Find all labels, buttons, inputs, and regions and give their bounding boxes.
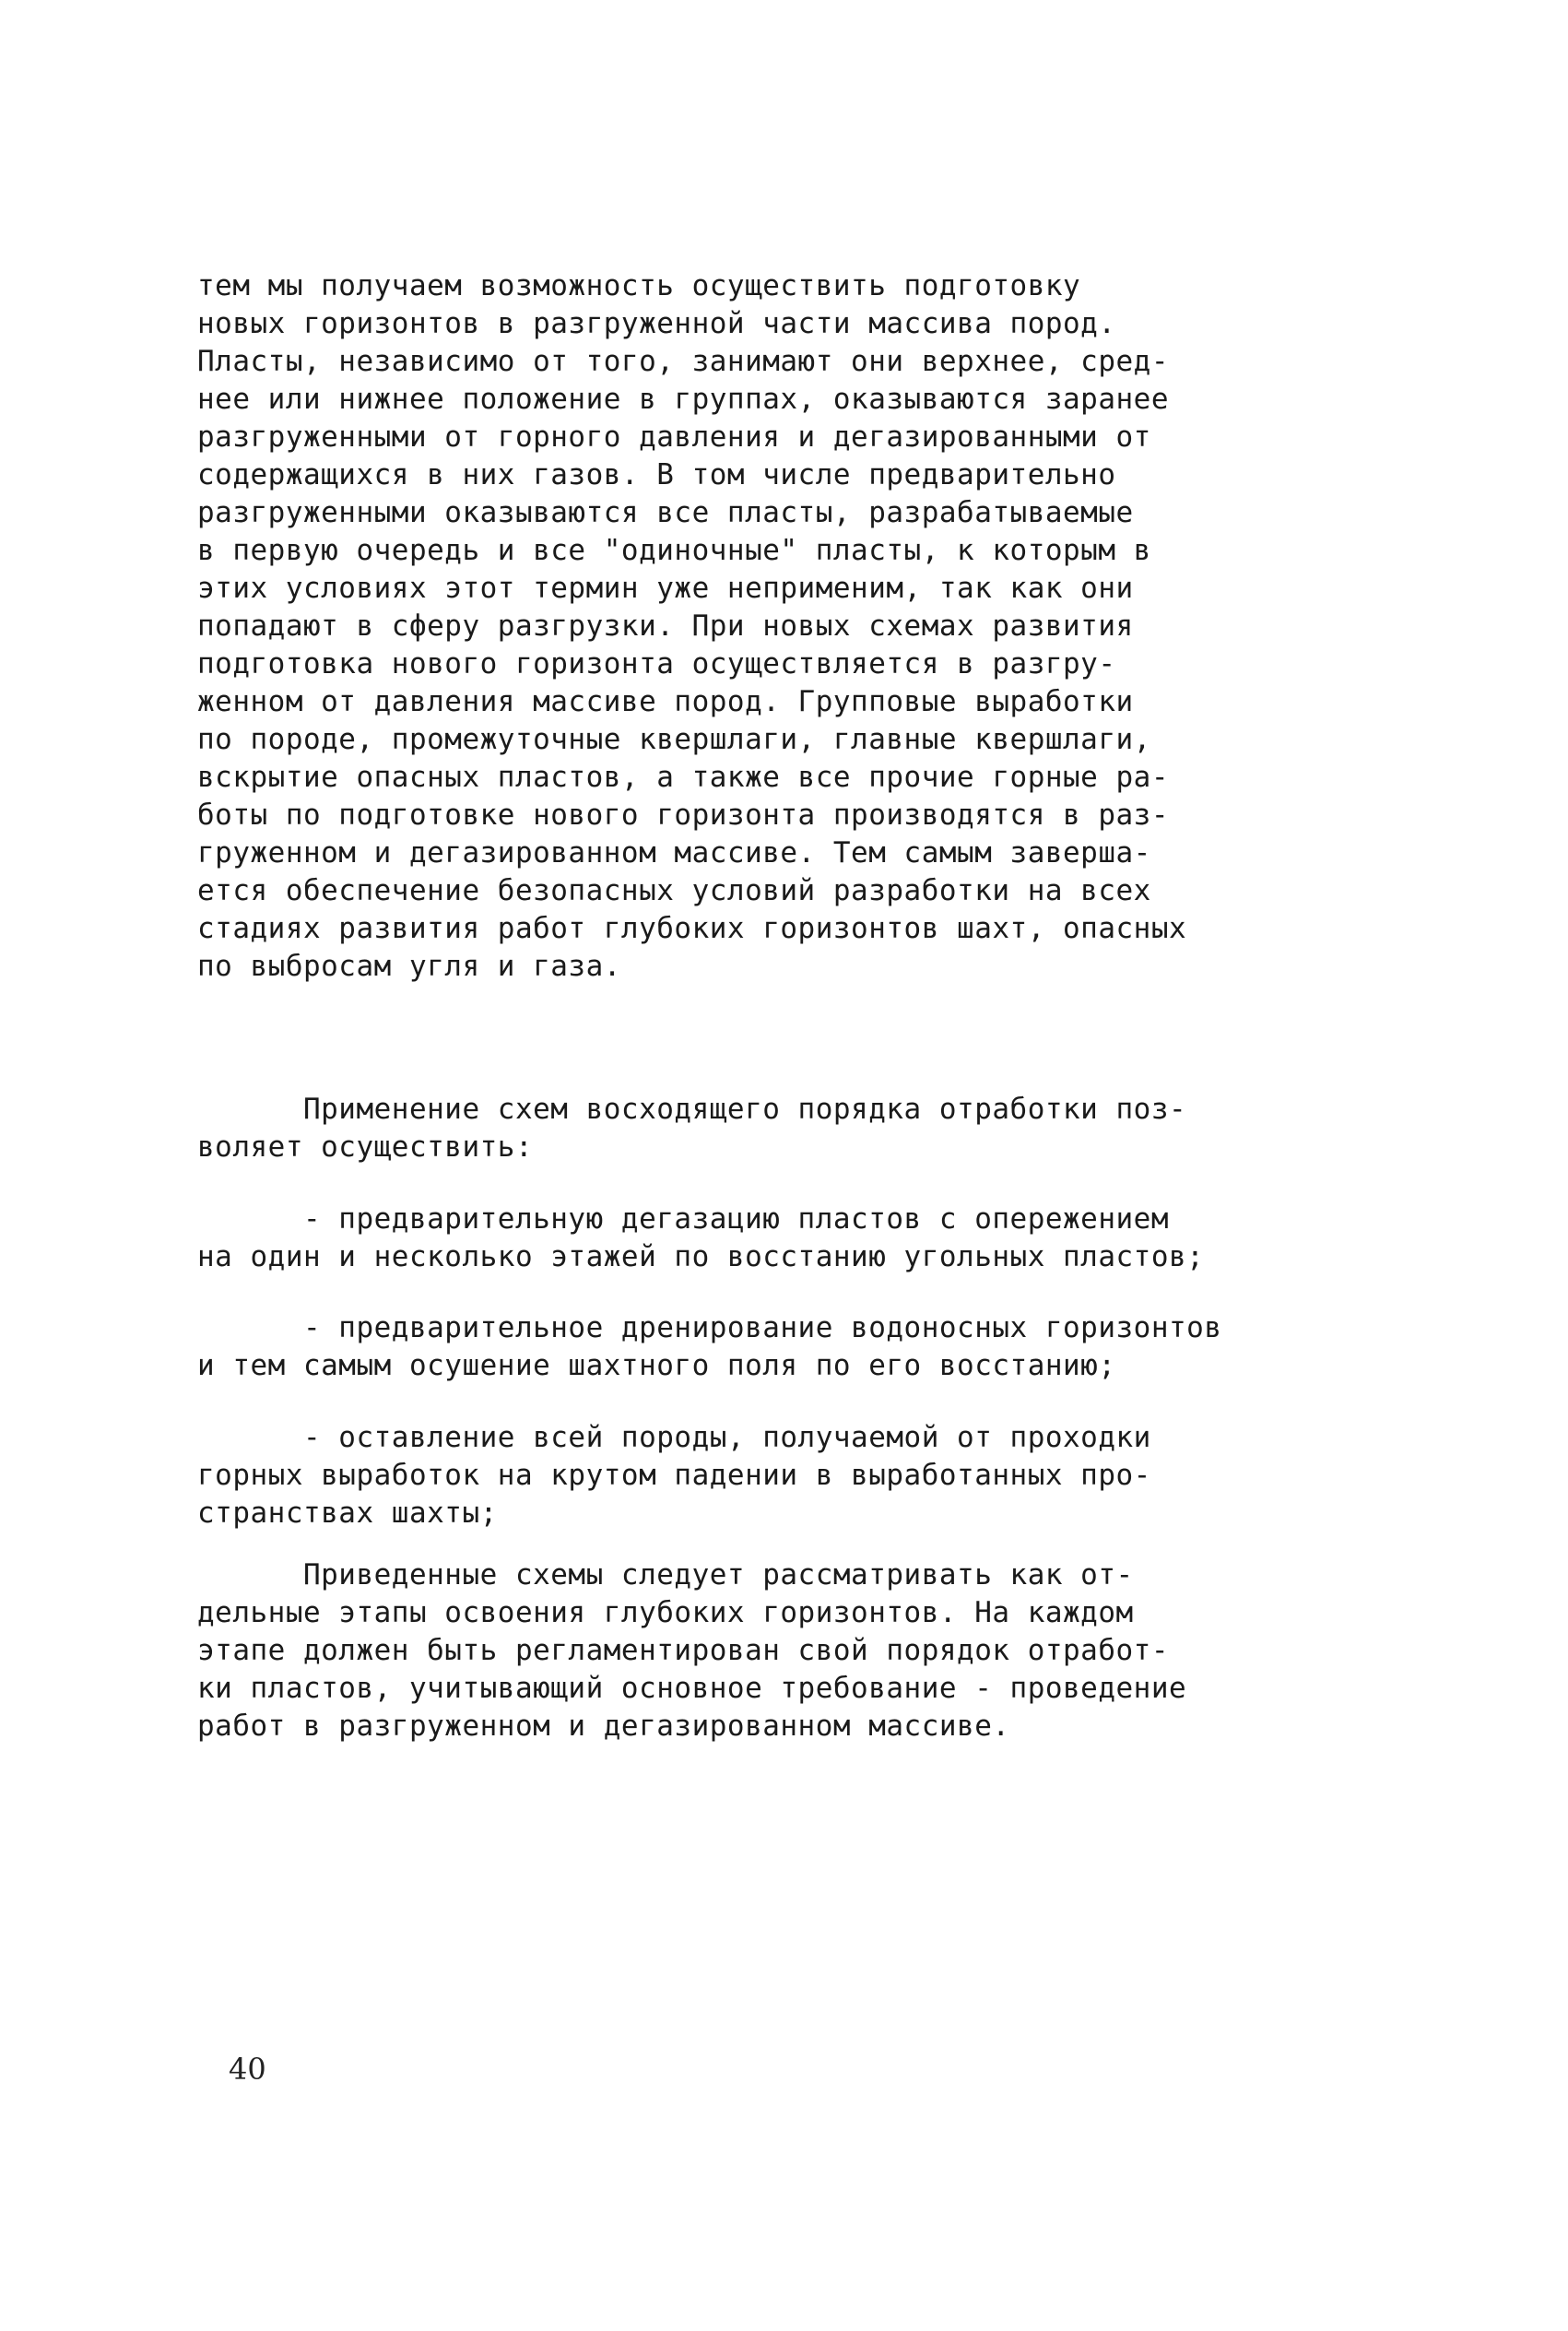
text-line: груженном и дегазированном массиве. Тем самым заверша- <box>197 836 1151 870</box>
text-line: тем мы получаем возможность осуществить подготовку <box>197 269 1081 302</box>
list-item <box>197 1309 1432 1385</box>
text-line: ки пластов, учитывающий основное требование - проведение <box>197 1672 1187 1705</box>
text-line: боты по подготовке нового горизонта производятся в раз- <box>197 799 1169 832</box>
text-line: этапе должен быть регламентирован свой порядок отработ- <box>197 1634 1169 1667</box>
text-line: Приведенные схемы следует рассматривать как от- <box>197 1558 1134 1591</box>
paragraph <box>197 267 1432 986</box>
text-line: этих условиях этот термин уже неприменим, так как они <box>197 572 1134 605</box>
text-line: ется обеспечение безопасных условий разработки на всех <box>197 874 1151 907</box>
paragraph <box>197 1091 1432 1166</box>
text-line: нее или нижнее положение в группах, оказываются заранее <box>197 383 1169 416</box>
text-line: горных выработок на крутом падении в выработанных про- <box>197 1459 1151 1492</box>
text-line: - предварительную дегазацию пластов с опережением <box>197 1202 1169 1236</box>
text-line: женном от давления массиве пород. Групповые выработки <box>197 685 1134 718</box>
text-line: вскрытие опасных пластов, а также все прочие горные ра- <box>197 761 1169 794</box>
text-line: странствах шахты; <box>197 1497 498 1530</box>
text-line: по породе, промежуточные квершлаги, главные квершлаги, <box>197 723 1151 756</box>
text-line: работ в разгруженном и дегазированном массиве. <box>197 1710 1010 1743</box>
text-line: содержащихся в них газов. В том числе предварительно <box>197 458 1116 491</box>
list-item <box>197 1201 1432 1276</box>
text-line: подготовка нового горизонта осуществляется в разгру- <box>197 647 1116 680</box>
text-line: воляет осуществить: <box>197 1130 534 1164</box>
text-line: попадают в сферу разгрузки. При новых схемах развития <box>197 609 1134 643</box>
text-line: на один и несколько этажей по восстанию угольных пластов; <box>197 1240 1205 1273</box>
text-line: - предварительное дренирование водоносных горизонтов <box>197 1311 1222 1344</box>
text-line: новых горизонтов в разгруженной части массива пород. <box>197 307 1116 340</box>
text-line: по выбросам угля и газа. <box>197 950 621 983</box>
text-line: дельные этапы освоения глубоких горизонтов. На каждом <box>197 1596 1134 1629</box>
text-line: разгруженными оказываются все пласты, разрабатываемые <box>197 496 1134 529</box>
text-line: разгруженными от горного давления и дегазированными от <box>197 420 1151 454</box>
text-line: стадиях развития работ глубоких горизонтов шахт, опасных <box>197 912 1187 945</box>
paragraph <box>197 1556 1432 1745</box>
text-line: - оставление всей породы, получаемой от проходки <box>197 1421 1151 1454</box>
text-line: Пласты, независимо от того, занимают они верхнее, сред- <box>197 345 1169 378</box>
text-line: и тем самым осушение шахтного поля по его восстанию; <box>197 1349 1116 1382</box>
page-number: 40 <box>229 2052 266 2087</box>
text-line: в первую очередь и все "одиночные" пласты, к которым в <box>197 534 1151 567</box>
list-item <box>197 1419 1432 1532</box>
text-line: Применение схем восходящего порядка отработки поз- <box>197 1093 1187 1126</box>
